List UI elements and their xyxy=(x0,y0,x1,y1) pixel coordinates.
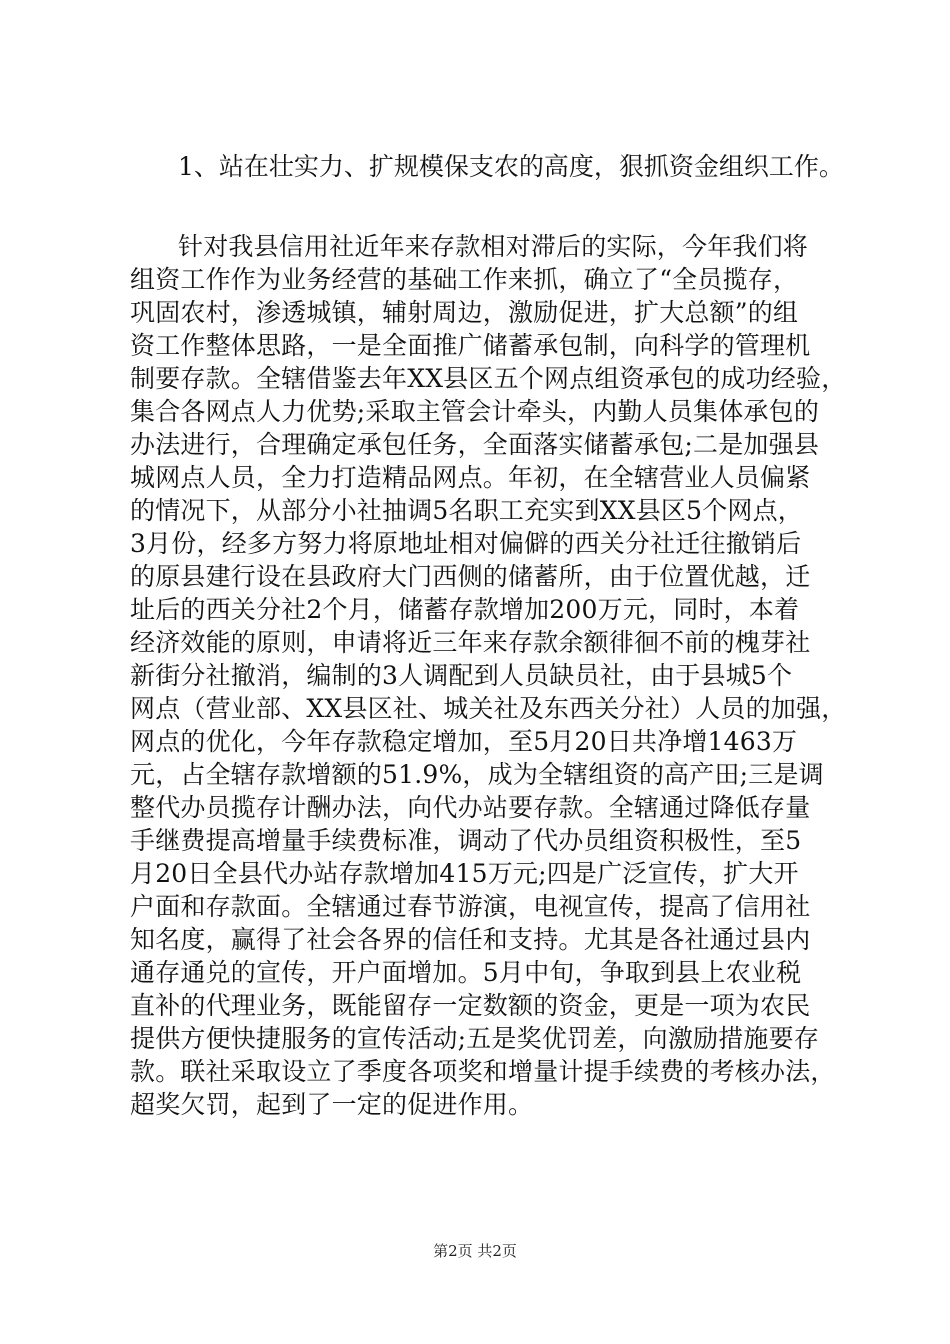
paragraph-line: 的情况下，从部分小社抽调5名职工充实到XX县区5个网点， xyxy=(130,496,804,525)
paragraph-line: 办法进行，合理确定承包任务，全面落实储蓄承包;二是加强县 xyxy=(130,430,820,459)
page-number-footer: 第2页 共2页 xyxy=(433,1242,517,1260)
paragraph-line: 整代办员揽存计酬办法，向代办站要存款。全辖通过降低存量 xyxy=(130,793,811,822)
paragraph-line: 月20日全县代办站存款增加415万元;四是广泛宣传，扩大开 xyxy=(130,859,799,888)
paragraph-line: 的原县建行设在县政府大门西侧的储蓄所，由于位置优越，迁 xyxy=(130,562,811,591)
paragraph-line: 集合各网点人力优势;采取主管会计牵头，内勤人员集体承包的 xyxy=(130,397,820,426)
paragraph-line: 网点（营业部、XX县区社、城关社及东西关分社）人员的加强， xyxy=(130,694,847,723)
paragraph-line: 知名度，赢得了社会各界的信任和支持。尤其是各社通过县内 xyxy=(130,925,811,954)
paragraph-line: 户面和存款面。全辖通过春节游演，电视宣传，提高了信用社 xyxy=(130,892,811,921)
paragraph-line: 资工作整体思路，一是全面推广储蓄承包制，向科学的管理机 xyxy=(130,331,811,360)
paragraph-line: 网点的优化，今年存款稳定增加，至5月20日共净增1463万 xyxy=(130,727,798,756)
paragraph-line: 直补的代理业务，既能留存一定数额的资金，更是一项为农民 xyxy=(130,991,811,1020)
paragraph-line: 巩固农村，渗透城镇，辅射周边，激励促进，扩大总额”的组 xyxy=(130,298,799,327)
paragraph-line: 超奖欠罚，起到了一定的促进作用。 xyxy=(130,1090,534,1119)
paragraph-line: 新街分社撤消，编制的3人调配到人员缺员社，由于县城5个 xyxy=(130,661,793,690)
paragraph-line: 手继费提高增量手续费标准，调动了代办员组资积极性，至5 xyxy=(130,826,802,855)
body-paragraph xyxy=(130,230,850,1121)
paragraph-line: 针对我县信用社近年来存款相对滞后的实际，今年我们将 xyxy=(178,232,809,261)
paragraph-line: 3月份，经多方努力将原地址相对偏僻的西关分社迁往撤销后 xyxy=(130,529,802,558)
paragraph-line: 通存通兑的宣传，开户面增加。5月中旬，争取到县上农业税 xyxy=(130,958,802,987)
paragraph-line: 经济效能的原则，申请将近三年来存款余额徘徊不前的槐芽社 xyxy=(130,628,811,657)
paragraph-line: 款。联社采取设立了季度各项奖和增量计提手续费的考核办法， xyxy=(130,1057,836,1086)
paragraph-line: 制要存款。全辖借鉴去年XX县区五个网点组资承包的成功经验， xyxy=(130,364,847,393)
section-heading: 1、站在壮实力、扩规模保支农的高度，狠抓资金组织工作。 xyxy=(178,152,844,181)
paragraph-line: 址后的西关分社2个月，储蓄存款增加200万元，同时，本着 xyxy=(130,595,800,624)
paragraph-line: 元，占全辖存款增额的51.9%，成为全辖组资的高产田;三是调 xyxy=(130,760,824,789)
paragraph-line: 提供方便快捷服务的宣传活动;五是奖优罚差，向激励措施要存 xyxy=(130,1024,820,1053)
paragraph-line: 组资工作作为业务经营的基础工作来抓，确立了“全员揽存， xyxy=(130,265,799,294)
paragraph-line: 城网点人员，全力打造精品网点。年初，在全辖营业人员偏紧 xyxy=(130,463,811,492)
